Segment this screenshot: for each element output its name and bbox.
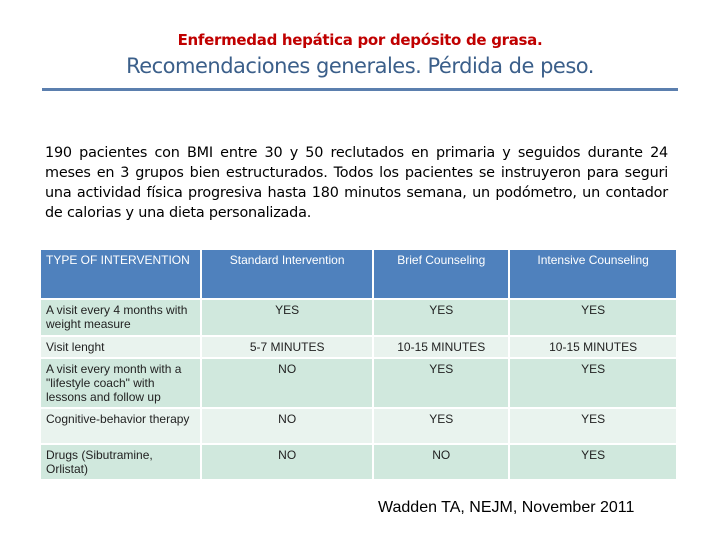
row-label: Drugs (Sibutramine, Orlistat) xyxy=(41,445,200,479)
row-label: Cognitive-behavior therapy xyxy=(41,409,200,443)
citation: Wadden TA, NEJM, November 2011 xyxy=(378,499,635,516)
table-cell: NO xyxy=(374,445,508,479)
table-cell: 10-15 MINUTES xyxy=(374,337,508,357)
header-cell: Standard Intervention xyxy=(202,250,372,298)
header-cell: Brief Counseling xyxy=(374,250,508,298)
table-cell: YES xyxy=(510,409,676,443)
table-row xyxy=(41,300,676,335)
slide-subtitle: Enfermedad hepática por depósito de grasa. xyxy=(177,31,543,49)
table-cell: YES xyxy=(510,300,676,335)
slide-title: Recomendaciones generales. Pérdida de peso. xyxy=(126,54,594,78)
table-cell: YES xyxy=(374,409,508,443)
intro-paragraph: 190 pacientes con BMI entre 30 y 50 reclutados en primaria y seguidos durante 24 meses en 3 grupos bien estructurados. Todos los pacientes se instruyeron para seguri una actividad física progresiva hasta 180 minutos semana, un podómetro, un contador de calorias y una dieta personalizada. xyxy=(45,145,668,221)
header-cell: TYPE OF INTERVENTION xyxy=(41,250,200,298)
table-cell: YES xyxy=(374,359,508,407)
table-row xyxy=(41,359,676,407)
table-cell: 10-15 MINUTES xyxy=(510,337,676,357)
table-cell: NO xyxy=(202,409,372,443)
table-row xyxy=(41,409,676,443)
table-cell: YES xyxy=(202,300,372,335)
table-cell: YES xyxy=(510,445,676,479)
table-cell: YES xyxy=(374,300,508,335)
row-label: Visit lenght xyxy=(41,337,200,357)
table-cell: 5-7 MINUTES xyxy=(202,337,372,357)
table-row xyxy=(41,337,676,357)
row-label: A visit every month with a "lifestyle coach" with lessons and follow up xyxy=(41,359,200,407)
table-row xyxy=(41,445,676,479)
table-cell: NO xyxy=(202,359,372,407)
header-cell: Intensive Counseling xyxy=(510,250,676,298)
table-cell: NO xyxy=(202,445,372,479)
title-divider xyxy=(42,88,678,91)
table-cell: YES xyxy=(510,359,676,407)
row-label: A visit every 4 months with weight measure xyxy=(41,300,200,335)
intervention-table xyxy=(39,248,678,481)
table-header-row xyxy=(41,250,676,298)
